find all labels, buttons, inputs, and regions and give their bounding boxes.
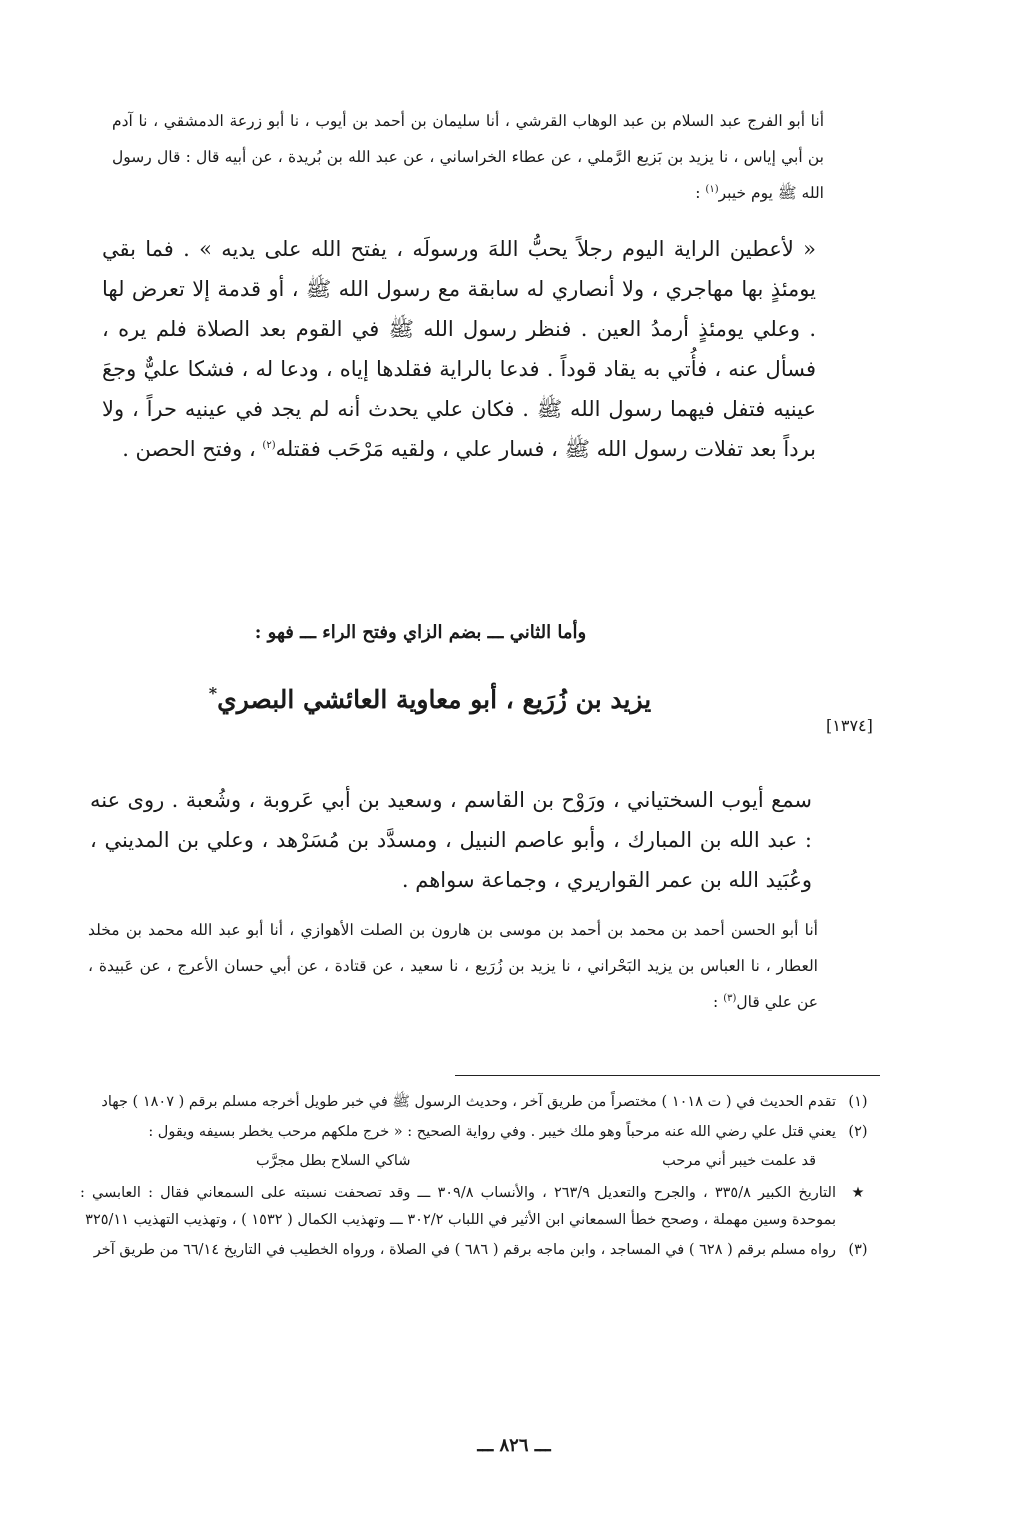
verse-second-hemistich: شاكي السلاح بطل مجرَّب [256,1153,411,1169]
entry-title [180,680,680,720]
footnote-marker: ★ [851,1185,865,1201]
footnote-item [80,1180,880,1234]
footnote-text: رواه مسلم برقم ( ٦٢٨ ) في المساجد ، وابن ماجه برقم ( ٦٨٦ ) في الصلاة ، ورواه الخطيب في التاريخ ٦٦/١٤ من طريق آخر [93,1242,836,1258]
footnote-text: يعني قتل علي رضي الله عنه مرحباً وهو ملك خيبر . وفي رواية الصحيح : « خرج ملكهم مرحب يخطر بسيفه ويقول : [148,1124,836,1140]
footnote-ref-3[interactable]: (٣) [723,992,737,1004]
isnad-1-suffix: : [695,184,706,202]
biography-paragraph: سمع أيوب السختياني ، ورَوْح بن القاسم ، وسعيد بن أبي عَروبة ، وشُعبة . روى عنه : عبد الله بن المبارك ، وأبو عاصم النبيل ، ومسدَّد بن مُسَرْهد ، وعلي بن المديني ، وعُبَيد الله بن عمر القواريري ، وجماعة سواهم . [90,788,812,892]
hadith-paragraph-1 [102,229,816,469]
poem-verse [256,1146,816,1177]
isnad-2-text: أنا أبو الحسن أحمد بن محمد بن أحمد بن موسى بن هارون بن الصلت الأهوازي ، أنا أبو عبد الله محمد بن مخلد العطار ، نا العباس بن يزيد البَحْراني ، نا يزيد بن زُرَيع ، نا سعيد ، عن قتادة ، عن أبي حسان الأعرج ، عن عَبيدة ، عن علي قال [88,921,818,1011]
entry-title-text: يزيد بن زُرَيع ، أبو معاوية العائشي البصري [217,685,652,714]
isnad-2-suffix: : [713,993,724,1011]
entry-number: [١٣٧٤] [826,716,873,735]
footnote-marker: (١) [848,1094,868,1110]
footnote-ref-1[interactable]: (١) [705,183,719,195]
footnote-divider [455,1075,880,1076]
entry-title-mark[interactable]: * [208,683,218,703]
hadith-1-ending: ، وفتح الحصن . [122,437,263,461]
verse-first-hemistich: قد علمت خيبر أني مرحب [662,1153,816,1169]
footnote-body [80,1119,836,1177]
page-number: ـــ ٨٢٦ ـــ [477,1435,551,1456]
footnote-item [80,1237,880,1264]
isnad-1-text: أنا أبو الفرج عبد السلام بن عبد الوهاب القرشي ، أنا سليمان بن أحمد بن أيوب ، نا أبو زرعة الدمشقي ، نا آدم بن أبي إياس ، نا يزيد بن بَزيع الرَّملي ، عن عطاء الخراساني ، عن عبد الله بن بُريدة ، عن أبيه قال : قال رسول الله ﷺ يوم خيبر [112,112,824,202]
footnote-marker: (٣) [848,1242,868,1258]
section-intro: وأما الثاني ـــ بضم الزاي وفتح الراء ـــ فهو : [254,622,587,643]
hadith-1-text: « لأعطين الراية اليوم رجلاً يحبُّ اللهَ ورسولَه ، يفتح الله على يديه » . فما بقي يومئذٍ بها مهاجري ، ولا أنصاري له سابقة مع رسول الله ﷺ ، أو قدمة إلا تعرض لها . وعلي يومئذٍ أرمدُ العين . فنظر رسول الله ﷺ في القوم بعد الصلاة فلم يره ، فسأل عنه ، فأُتي به يقاد قوداً . فدعا بالراية فقلدها إياه ، ودعا له ، فشكا عليٌّ وجعَ عينيه فتفل فيهما رسول الله ﷺ . فكان علي يحدث أنه لم يجد في عينيه حراً ، ولا برداً بعد تفلات رسول الله ﷺ ، فسار علي ، ولقيه مَرْحَب فقتله [102,237,816,461]
footnote-item [80,1119,880,1177]
footnotes-section [80,1089,880,1267]
footnote-text: تقدم الحديث في ( ت ١٠١٨ ) مختصراً من طريق آخر ، وحديث الرسول ﷺ في خبر طويل أخرجه مسلم برقم ( ١٨٠٧ ) جهاد [101,1094,836,1110]
isnad-paragraph-2 [88,912,818,1020]
isnad-paragraph-1 [112,103,824,211]
footnote-text: التاريخ الكبير ٣٣٥/٨ ، والجرح والتعديل ٢٦٣/٩ ، والأنساب ٣٠٩/٨ ـــ وقد تصحفت نسبته على السمعاني فقال : العابسي : بموحدة وسين مهملة ، وصحح خطأ السمعاني ابن الأثير في اللباب ٣٠٢/٢ ـــ وتهذيب الكمال ( ١٥٣٢ ) ، وتهذيب التهذيب ٣٢٥/١١ [80,1185,837,1228]
footnote-item [80,1089,880,1116]
footnote-marker: (٢) [848,1124,868,1140]
footnote-ref-2[interactable]: (٢) [262,440,276,451]
